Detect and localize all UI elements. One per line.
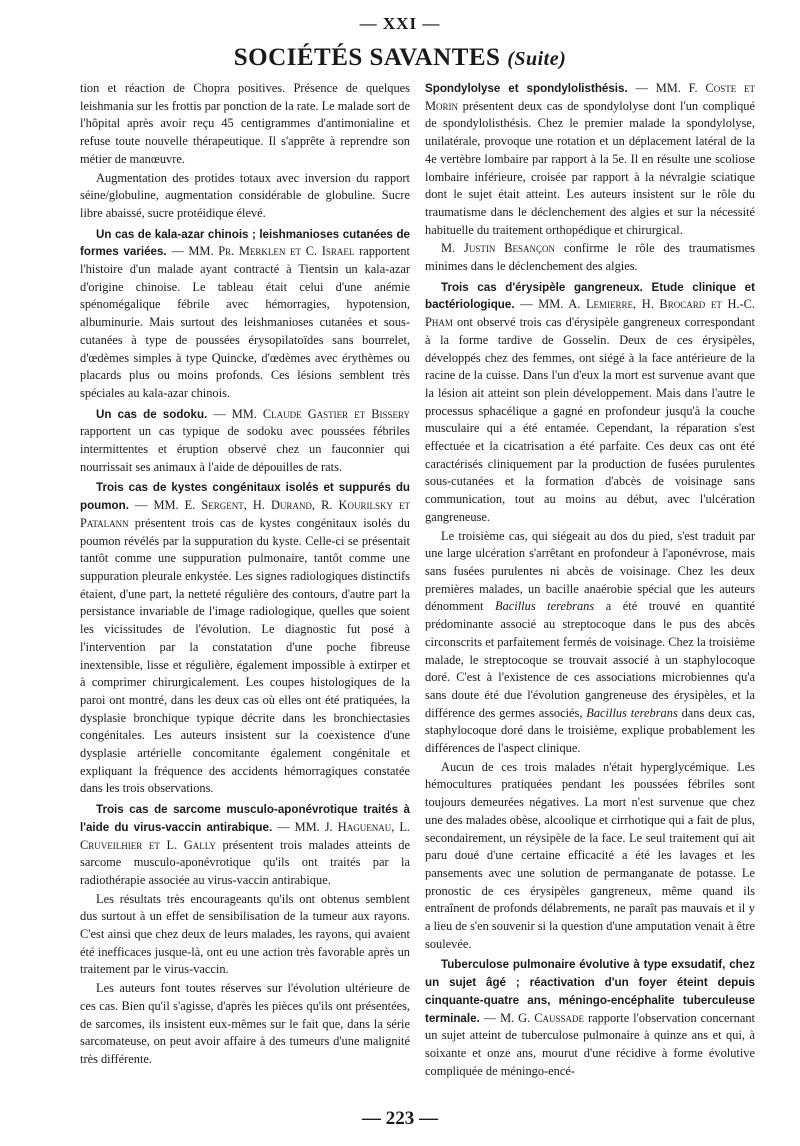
folio: — XXI — xyxy=(359,14,441,33)
page-number: — 223 — xyxy=(362,1108,438,1129)
paragraph xyxy=(425,528,755,758)
section-text: présentent trois cas de kystes congénitaux isolés du poumon révélés par la suppuration du kyste. Celle-ci se présentait tantôt comme une suppuration pulmonaire, tantôt comme une suppuration pleurale enkystée. Les signes radiologiques distinctifs étaient, d'une part, la netteté régulière des contours, d'autre part la persistance invariable de l'image radiologique, quelles que soient les vicissitudes de l'évolution. Le diagnostic fut posé à l'intervention par la constatation d'une poche fibreuse inextensible, lisse et régulière, également impossible à extirper et à comprimer chirurgicalement. Les coupes histologiques de la paroi ont montré, dans les deux cas où elles ont été pratiquées, la dysplasie bronchique typique décrite dans les bronchiectasies congénitales. Les auteurs insistent sur la coexistence d'une dysplasie artérielle concomitante également congénitale et expliquant la fréquence des accidents hémorragiques constatée dans les trois observations. xyxy=(80,515,410,796)
section-sarcome xyxy=(80,801,410,890)
section-text: présentent deux cas de spondylolyse dont l'un compliqué de spondylolisthésis. Chez le premier malade la spondylolyse, unilatérale, provoque une rotation et un déplacement latéral de la 4e vertèbre lombaire par rapport à la 5e. Il en résulte une scoliose lombaire inférieure, croisée par rapport à la névralgie sciatique dont le sujet était atteint. Les auteurs insistent sur le rôle du traumatisme dans le déclenchement des algies et sur la nécessité habituelle du traitement orthopédique et chirurgical. xyxy=(425,98,755,237)
running-title-suffix: (Suite) xyxy=(507,48,567,70)
section-erysipele xyxy=(425,279,755,527)
section-text: rapporte l'observation concernant un sujet atteint de tuberculose pulmonaire à quinze ans et qui, à soixante et onze ans, mourut d'une récidive à forme évolutive compliquée de méningo-encé- xyxy=(425,1010,755,1078)
section-sodoku xyxy=(80,406,410,477)
section-text: ont observé trois cas d'érysipèle gangreneux correspondant à la forme tardive de Gosselin. Deux de ces érysipèles, développés chez des femmes, ont siégé à la face antérieure de la racine de la cuisse. Dans l'un d'eux la mort est survenue avant que la lésion ait atteint son plein développement. Mais dans l'autre le processus sphacélique a gagné en profondeur jusqu'à la couche musculaire qui a été entamée. Cependant, la réparation s'est effectuée et la cicatrisation a été parfaite. Ces deux cas ont été caractérisés cliniquement par la production de fusées purulentes sous-cutanées et la formation d'abcès de voisinage sans communication, tout au moins au début, avec l'ulcération gangreneuse. xyxy=(425,315,755,524)
section-authors: — MM. Claude Gastier et Bissery xyxy=(213,406,410,421)
paragraph: Les auteurs font toutes réserves sur l'évolution ultérieure de ces cas. Bien qu'il s'agisse, d'après les pièces qu'ils ont présentées, de sarcomes, ils insistent eux-mêmes sur le fait que, dans la série sarcomateuse, on peut avoir affaire à des tumeurs d'une malignité très différente. xyxy=(80,981,410,1066)
section-tuberculose xyxy=(425,956,755,1080)
section-authors: — MM. E. Sergent, H. Durand, R. Kourilsky et Patalann xyxy=(80,498,410,530)
right-column xyxy=(425,80,755,1080)
section-authors: — M. G. Caussade xyxy=(483,1010,584,1025)
section-text: rapportent l'histoire d'un malade ayant contracté à Tientsin un kala-azar d'origine chinoise. Le tableau était celui d'une anémie spénomégalique fébrile avec hémorragies, hypotension, albuminurie. Mais surtout des leishmanioses cutanées et sous-cutanées à type de poussées érysopilatoïdes sans bourrelet, d'œdèmes simples à type Quincke, d'œdèmes avec érythèmes ou placards plus ou moins profonds. Ces lésions semblent très spéciales au kala-azar chinois. xyxy=(80,244,410,400)
paragraph: Aucun de ces trois malades n'était hyperglycémique. Les hémocultures pratiquées pendant les poussées fébriles sont toujours demeurées négatives. La mort n'est survenue que chez une des malades obèse, alcoolique et cirrhotique qui a fait de plus, secondairement, un réysipèle de la face. Le seul traitement qui ait paru doué d'une certaine efficacité a été les lavages et les pansements avec une solution de permanganate de potasse. Le pronostic de ces érysipèles gangreneux, même quand ils entraînent de profonds délabrements, ne paraît pas mauvais et il y a lieu de s'en souvenir si la question d'une amputation venait à être soulevée. xyxy=(425,759,755,951)
text-run: Le troisième cas, qui siégeait au dos du pied, s'est traduit par une large ulcération s'arrêtant en profondeur à l'aponévrose, mais sans fusées purulentes ni abcès de voisinage. Chez les deux premières malades, un bacille anaérobie spécial que les auteurs dénomment xyxy=(425,528,755,614)
paragraph: tion et réaction de Chopra positives. Présence de quelques leishmania sur les frottis par ponction de la rate. Le malade sort de l'hôpital après avoir reçu 45 centigrammes d'antimonialine et refuse toute nouvelle thérapeutique. Il s'apprête à reprendre son métier de manœuvre. xyxy=(80,81,410,166)
running-title xyxy=(0,44,800,72)
section-authors: — MM. A. Lemierre, H. Brocard et H.-C. Pham xyxy=(425,297,755,330)
left-column xyxy=(80,80,410,1069)
section-text: confirme le rôle des traumatismes minimes dans le déclenchement des algies. xyxy=(425,241,755,274)
paragraph: Augmentation des protides totaux avec inversion du rapport séine/globuline, augmentation considérable de globuline. Sucre libre abaissé, sucre protéidique élevé. xyxy=(80,170,410,220)
section-heading: Spondylolyse et spondylolisthésis. xyxy=(425,82,628,95)
section-authors: — MM. F. Coste et Morin xyxy=(425,81,755,113)
text-run: a été trouvé en quantité prédominante associé au streptocoque dans le pus des abcès circonscrits et parfaitement fermés de voisinage. Chez la troisième malade, le streptocoque se trouvait associé à un staphylocoque doré. C'est à l'existence de ces associations microbiennes qu'a sans doute été due l'évolution gangreneuse des érysipèles, et la différence des germes associés, xyxy=(425,599,756,720)
section-kystes xyxy=(80,479,410,798)
species-name: Bacillus terebrans xyxy=(586,705,678,720)
section-heading: Trois cas de sarcome musculo-aponévrotique traités à l'aide du virus-vaccin antirabique. xyxy=(80,803,410,834)
section-heading: Un cas de kala-azar chinois ; leishmanioses cutanées de formes variées. xyxy=(80,227,410,259)
paragraph: Les résultats très encourageants qu'ils ont obtenus semblent dus surtout à un effet de sensibilisation de la tumeur aux rayons. C'est ainsi que chez deux de leurs malades, les rayons, qui avaient été inefficaces jusque-là, ont eu une action très favorable après un traitement par le virus-vaccin. xyxy=(80,891,410,977)
section-heading: Tuberculose pulmonaire évolutive à type exsudatif, chez un sujet âgé ; réactivation d'un foyer éteint depuis cinquante-quatre ans, méningo-encéphalite tuberculeuse terminale. xyxy=(425,958,755,1025)
section-spondylolyse xyxy=(425,80,755,239)
section-heading: Un cas de sodoku. xyxy=(96,407,208,421)
running-title-main: SOCIÉTÉS SAVANTES xyxy=(233,44,501,71)
species-name: Bacillus terebrans xyxy=(495,599,595,614)
section-authors: — MM. J. Haguenau, L. Cruveilhier et L. Gally xyxy=(80,819,410,852)
section-authors: — MM. Pr. Merklen et C. Israel xyxy=(171,244,355,259)
section-heading: Trois cas de kystes congénitaux isolés et suppurés du poumon. xyxy=(80,481,410,513)
section-kala-azar xyxy=(80,226,410,403)
section-text: rapportent un cas typique de sodoku avec poussées fébriles intermittentes et éruption observé chez un fauconnier qui nourrissait ses animaux à l'aide de dépouilles de rats. xyxy=(80,424,410,474)
section-authors: M. Justin Besançon xyxy=(441,241,555,256)
section-heading: Trois cas d'érysipèle gangreneux. Etude clinique et bactériologique. xyxy=(425,280,755,312)
paragraph xyxy=(425,240,755,275)
text-run: dans deux cas, staphylocoque doré dans le troisième, explique probablement les différences de l'aspect clinique. xyxy=(425,705,755,756)
section-text: présentent trois malades atteints de sarcome musculo-aponévrotique qu'ils ont traités par la radiothérapie associée au virus-vaccin antirabique. xyxy=(80,837,410,887)
